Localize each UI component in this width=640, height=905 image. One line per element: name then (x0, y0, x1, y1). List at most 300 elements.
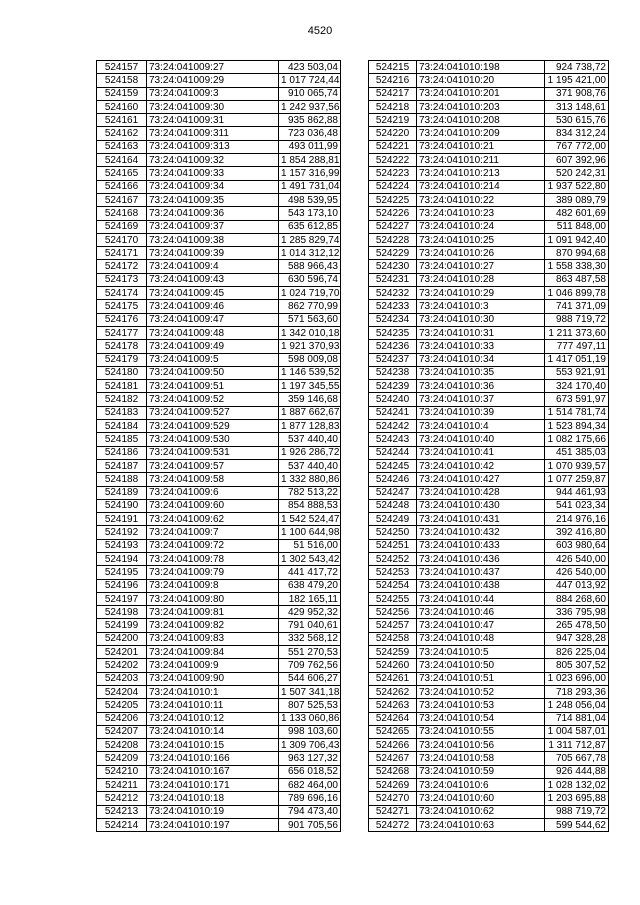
table-row (97, 393, 341, 406)
table-row (97, 646, 341, 659)
row-number: 524232 (369, 287, 417, 300)
cadastral-value: 791 040,61 (279, 619, 341, 632)
table-row (369, 779, 609, 792)
cadastral-number: 73:24:041010:40 (417, 433, 545, 446)
row-number: 524208 (97, 739, 147, 752)
cadastral-number: 73:24:041010:55 (417, 725, 545, 738)
row-number: 524210 (97, 765, 147, 778)
table-row (97, 805, 341, 818)
cadastral-number: 73:24:041010:430 (417, 499, 545, 512)
cadastral-value: 1 937 522,80 (545, 180, 609, 193)
row-number: 524254 (369, 579, 417, 592)
cadastral-number: 73:24:041010:46 (417, 606, 545, 619)
cadastral-number: 73:24:041009:72 (147, 539, 279, 552)
cadastral-number: 73:24:041010:14 (147, 725, 279, 738)
cadastral-value: 447 013,92 (545, 579, 609, 592)
table-row (369, 154, 609, 167)
cadastral-value: 1 024 719,70 (279, 287, 341, 300)
row-number: 524261 (369, 672, 417, 685)
table-row (369, 180, 609, 193)
cadastral-value: 1 195 421,00 (545, 74, 609, 87)
cadastral-number: 73:24:041010:29 (417, 287, 545, 300)
cadastral-number: 73:24:041010:41 (417, 446, 545, 459)
cadastral-value: 1 100 644,98 (279, 526, 341, 539)
table-row (369, 353, 609, 366)
table-row (369, 765, 609, 778)
cadastral-value: 926 444,88 (545, 765, 609, 778)
cadastral-number: 73:24:041010:201 (417, 87, 545, 100)
table-row (369, 74, 609, 87)
row-number: 524235 (369, 326, 417, 339)
table-row (97, 340, 341, 353)
table-row (369, 526, 609, 539)
cadastral-number: 73:24:041010:427 (417, 473, 545, 486)
row-number: 524191 (97, 513, 147, 526)
row-number: 524263 (369, 699, 417, 712)
cadastral-value: 498 539,95 (279, 193, 341, 206)
cadastral-value: 371 908,76 (545, 87, 609, 100)
row-number: 524203 (97, 672, 147, 685)
row-number: 524233 (369, 300, 417, 313)
row-number: 524200 (97, 632, 147, 645)
cadastral-number: 73:24:041009:531 (147, 446, 279, 459)
cadastral-number: 73:24:041010:22 (417, 193, 545, 206)
cadastral-number: 73:24:041009:527 (147, 406, 279, 419)
table-row (97, 725, 341, 738)
cadastral-value: 870 994,68 (545, 247, 609, 260)
row-number: 524246 (369, 473, 417, 486)
row-number: 524223 (369, 167, 417, 180)
cadastral-value: 777 497,11 (545, 340, 609, 353)
row-number: 524159 (97, 87, 147, 100)
row-number: 524228 (369, 233, 417, 246)
table-row (97, 326, 341, 339)
row-number: 524196 (97, 579, 147, 592)
cadastral-value: 635 612,85 (279, 220, 341, 233)
row-number: 524187 (97, 459, 147, 472)
table-row (369, 632, 609, 645)
cadastral-value: 807 525,53 (279, 699, 341, 712)
row-number: 524224 (369, 180, 417, 193)
row-number: 524216 (369, 74, 417, 87)
row-number: 524163 (97, 140, 147, 153)
cadastral-number: 73:24:041010:209 (417, 127, 545, 140)
cadastral-value: 714 881,04 (545, 712, 609, 725)
table-row (369, 805, 609, 818)
row-number: 524212 (97, 792, 147, 805)
table-row (369, 725, 609, 738)
cadastral-value: 963 127,32 (279, 752, 341, 765)
table-row (369, 712, 609, 725)
table-row (97, 380, 341, 393)
row-number: 524237 (369, 353, 417, 366)
cadastral-number: 73:24:041010:58 (417, 752, 545, 765)
cadastral-value: 1 242 937,56 (279, 100, 341, 113)
cadastral-value: 630 596,74 (279, 273, 341, 286)
table-row (369, 486, 609, 499)
cadastral-value: 705 667,78 (545, 752, 609, 765)
row-number: 524220 (369, 127, 417, 140)
row-number: 524267 (369, 752, 417, 765)
cadastral-number: 73:24:041010:59 (417, 765, 545, 778)
cadastral-number: 73:24:041009:81 (147, 606, 279, 619)
cadastral-value: 332 568,12 (279, 632, 341, 645)
cadastral-value: 924 738,72 (545, 61, 609, 74)
cadastral-value: 214 976,16 (545, 513, 609, 526)
row-number: 524172 (97, 260, 147, 273)
row-number: 524238 (369, 366, 417, 379)
table-row (97, 592, 341, 605)
table-row (97, 406, 341, 419)
table-row (97, 539, 341, 552)
cadastral-value: 336 795,98 (545, 606, 609, 619)
table-row (97, 752, 341, 765)
cadastral-number: 73:24:041010:211 (417, 154, 545, 167)
cadastral-number: 73:24:041009:31 (147, 114, 279, 127)
table-row (369, 100, 609, 113)
row-number: 524248 (369, 499, 417, 512)
cadastral-number: 73:24:041010:23 (417, 207, 545, 220)
table-row (369, 273, 609, 286)
cadastral-number: 73:24:041010:213 (417, 167, 545, 180)
row-number: 524175 (97, 300, 147, 313)
row-number: 524242 (369, 420, 417, 433)
cadastral-number: 73:24:041010:54 (417, 712, 545, 725)
cadastral-number: 73:24:041009:48 (147, 326, 279, 339)
table-row (97, 699, 341, 712)
cadastral-value: 426 540,00 (545, 552, 609, 565)
table-row (97, 739, 341, 752)
table-row (369, 193, 609, 206)
cadastral-value: 541 023,34 (545, 499, 609, 512)
table-row (97, 792, 341, 805)
row-number: 524262 (369, 685, 417, 698)
table-row (97, 619, 341, 632)
cadastral-number: 73:24:041010:25 (417, 233, 545, 246)
table-row (97, 818, 341, 831)
row-number: 524209 (97, 752, 147, 765)
cadastral-value: 1 203 695,88 (545, 792, 609, 805)
cadastral-number: 73:24:041009:82 (147, 619, 279, 632)
table-row (97, 486, 341, 499)
row-number: 524185 (97, 433, 147, 446)
table-row (369, 393, 609, 406)
cadastral-number: 73:24:041009:84 (147, 646, 279, 659)
cadastral-value: 493 011,99 (279, 140, 341, 153)
table-row (369, 459, 609, 472)
table-row (369, 752, 609, 765)
cadastral-number: 73:24:041009:5 (147, 353, 279, 366)
table-row (369, 313, 609, 326)
table-row (97, 287, 341, 300)
cadastral-value: 429 952,32 (279, 606, 341, 619)
cadastral-value: 324 170,40 (545, 380, 609, 393)
cadastral-value: 530 615,76 (545, 114, 609, 127)
table-row (97, 473, 341, 486)
row-number: 524202 (97, 659, 147, 672)
cadastral-value: 511 848,00 (545, 220, 609, 233)
table-row (97, 260, 341, 273)
cadastral-value: 805 307,52 (545, 659, 609, 672)
cadastral-value: 537 440,40 (279, 433, 341, 446)
table-row (369, 87, 609, 100)
cadastral-value: 1 342 010,18 (279, 326, 341, 339)
table-row (97, 140, 341, 153)
cadastral-value: 656 018,52 (279, 765, 341, 778)
row-number: 524201 (97, 646, 147, 659)
row-number: 524251 (369, 539, 417, 552)
row-number: 524230 (369, 260, 417, 273)
cadastral-number: 73:24:041010:171 (147, 779, 279, 792)
table-row (369, 659, 609, 672)
cadastral-number: 73:24:041010:26 (417, 247, 545, 260)
cadastral-value: 1 017 724,44 (279, 74, 341, 87)
table-row (97, 300, 341, 313)
cadastral-number: 73:24:041009:37 (147, 220, 279, 233)
row-number: 524174 (97, 287, 147, 300)
row-number: 524158 (97, 74, 147, 87)
table-row (369, 366, 609, 379)
table-row (97, 672, 341, 685)
row-number: 524168 (97, 207, 147, 220)
cadastral-number: 73:24:041010:197 (147, 818, 279, 831)
cadastral-number: 73:24:041010:18 (147, 792, 279, 805)
cadastral-number: 73:24:041010:48 (417, 632, 545, 645)
cadastral-value: 544 606,27 (279, 672, 341, 685)
cadastral-number: 73:24:041009:29 (147, 74, 279, 87)
cadastral-number: 73:24:041009:45 (147, 287, 279, 300)
table-row (369, 446, 609, 459)
cadastral-value: 944 461,93 (545, 486, 609, 499)
cadastral-number: 73:24:041010:62 (417, 805, 545, 818)
cadastral-value: 392 416,80 (545, 526, 609, 539)
table-row (97, 100, 341, 113)
cadastral-value: 451 385,03 (545, 446, 609, 459)
table-row (97, 552, 341, 565)
row-number: 524189 (97, 486, 147, 499)
cadastral-value: 313 148,61 (545, 100, 609, 113)
cadastral-value: 1 082 175,66 (545, 433, 609, 446)
row-number: 524225 (369, 193, 417, 206)
table-row (369, 167, 609, 180)
cadastral-value: 1 542 524,47 (279, 513, 341, 526)
row-number: 524167 (97, 193, 147, 206)
cadastral-number: 73:24:041009:36 (147, 207, 279, 220)
table-row (97, 579, 341, 592)
cadastral-number: 73:24:041009:4 (147, 260, 279, 273)
cadastral-value: 1 523 894,34 (545, 420, 609, 433)
cadastral-value: 854 888,53 (279, 499, 341, 512)
cadastral-value: 543 173,10 (279, 207, 341, 220)
row-number: 524259 (369, 646, 417, 659)
table-row (97, 313, 341, 326)
cadastral-value: 1 028 132,02 (545, 779, 609, 792)
row-number: 524182 (97, 393, 147, 406)
cadastral-value: 789 696,16 (279, 792, 341, 805)
row-number: 524264 (369, 712, 417, 725)
cadastral-number: 73:24:041010:24 (417, 220, 545, 233)
row-number: 524219 (369, 114, 417, 127)
cadastral-value: 520 242,31 (545, 167, 609, 180)
table-row (369, 380, 609, 393)
row-number: 524231 (369, 273, 417, 286)
cadastral-value: 1 926 286,72 (279, 446, 341, 459)
row-number: 524221 (369, 140, 417, 153)
table-row (369, 433, 609, 446)
cadastral-value: 423 503,04 (279, 61, 341, 74)
cadastral-number: 73:24:041010:12 (147, 712, 279, 725)
left-register-table (96, 60, 341, 832)
cadastral-value: 826 225,04 (545, 646, 609, 659)
cadastral-value: 794 473,40 (279, 805, 341, 818)
row-number: 524269 (369, 779, 417, 792)
table-row (369, 579, 609, 592)
cadastral-number: 73:24:041010:19 (147, 805, 279, 818)
cadastral-value: 51 516,00 (279, 539, 341, 552)
row-number: 524192 (97, 526, 147, 539)
cadastral-value: 571 563,60 (279, 313, 341, 326)
table-row (97, 180, 341, 193)
row-number: 524178 (97, 340, 147, 353)
table-row (97, 127, 341, 140)
cadastral-value: 1 514 781,74 (545, 406, 609, 419)
table-row (369, 592, 609, 605)
row-number: 524229 (369, 247, 417, 260)
row-number: 524207 (97, 725, 147, 738)
table-row (97, 446, 341, 459)
cadastral-value: 884 268,60 (545, 592, 609, 605)
table-row (369, 114, 609, 127)
cadastral-value: 862 770,99 (279, 300, 341, 313)
table-row (97, 433, 341, 446)
table-row (369, 552, 609, 565)
cadastral-value: 441 417,72 (279, 566, 341, 579)
cadastral-number: 73:24:041010:53 (417, 699, 545, 712)
row-number: 524226 (369, 207, 417, 220)
cadastral-number: 73:24:041009:46 (147, 300, 279, 313)
cadastral-value: 863 487,58 (545, 273, 609, 286)
row-number: 524195 (97, 566, 147, 579)
table-row (369, 326, 609, 339)
cadastral-number: 73:24:041010:34 (417, 353, 545, 366)
row-number: 524206 (97, 712, 147, 725)
cadastral-value: 182 165,11 (279, 592, 341, 605)
cadastral-value: 723 036,48 (279, 127, 341, 140)
cadastral-number: 73:24:041010:51 (417, 672, 545, 685)
row-number: 524243 (369, 433, 417, 446)
cadastral-value: 265 478,50 (545, 619, 609, 632)
cadastral-value: 1 146 539,52 (279, 366, 341, 379)
row-number: 524190 (97, 499, 147, 512)
table-row (369, 300, 609, 313)
cadastral-value: 1 285 829,74 (279, 233, 341, 246)
row-number: 524215 (369, 61, 417, 74)
cadastral-number: 73:24:041009:58 (147, 473, 279, 486)
row-number: 524255 (369, 592, 417, 605)
cadastral-value: 767 772,00 (545, 140, 609, 153)
table-row (369, 539, 609, 552)
cadastral-number: 73:24:041009:51 (147, 380, 279, 393)
row-number: 524239 (369, 380, 417, 393)
cadastral-value: 389 089,79 (545, 193, 609, 206)
row-number: 524166 (97, 180, 147, 193)
row-number: 524180 (97, 366, 147, 379)
row-number: 524181 (97, 380, 147, 393)
cadastral-value: 1 133 060,86 (279, 712, 341, 725)
cadastral-number: 73:24:041010:44 (417, 592, 545, 605)
cadastral-number: 73:24:041009:90 (147, 672, 279, 685)
cadastral-value: 1 077 259,87 (545, 473, 609, 486)
cadastral-number: 73:24:041009:50 (147, 366, 279, 379)
cadastral-number: 73:24:041009:78 (147, 552, 279, 565)
table-row (369, 739, 609, 752)
cadastral-value: 1 921 370,93 (279, 340, 341, 353)
table-row (369, 619, 609, 632)
cadastral-number: 73:24:041010:39 (417, 406, 545, 419)
cadastral-number: 73:24:041009:33 (147, 167, 279, 180)
row-number: 524179 (97, 353, 147, 366)
cadastral-value: 988 719,72 (545, 805, 609, 818)
row-number: 524253 (369, 566, 417, 579)
cadastral-value: 1 332 880,86 (279, 473, 341, 486)
row-number: 524193 (97, 539, 147, 552)
cadastral-number: 73:24:041010:3 (417, 300, 545, 313)
table-row (369, 247, 609, 260)
table-row (97, 353, 341, 366)
row-number: 524249 (369, 513, 417, 526)
row-number: 524162 (97, 127, 147, 140)
row-number: 524250 (369, 526, 417, 539)
table-row (369, 646, 609, 659)
right-register-table (368, 60, 609, 832)
cadastral-number: 73:24:041010:198 (417, 61, 545, 74)
cadastral-value: 1 091 942,40 (545, 233, 609, 246)
table-row (369, 420, 609, 433)
cadastral-number: 73:24:041010:437 (417, 566, 545, 579)
table-row (97, 247, 341, 260)
table-row (97, 87, 341, 100)
cadastral-value: 947 328,28 (545, 632, 609, 645)
cadastral-value: 598 009,08 (279, 353, 341, 366)
table-row (369, 127, 609, 140)
cadastral-value: 599 544,62 (545, 818, 609, 831)
cadastral-value: 1 507 341,18 (279, 685, 341, 698)
row-number: 524234 (369, 313, 417, 326)
table-row (97, 273, 341, 286)
cadastral-number: 73:24:041010:30 (417, 313, 545, 326)
row-number: 524161 (97, 114, 147, 127)
cadastral-value: 1 302 543,42 (279, 552, 341, 565)
cadastral-number: 73:24:041010:428 (417, 486, 545, 499)
row-number: 524188 (97, 473, 147, 486)
row-number: 524194 (97, 552, 147, 565)
cadastral-number: 73:24:041009:52 (147, 393, 279, 406)
cadastral-value: 682 464,00 (279, 779, 341, 792)
cadastral-number: 73:24:041009:8 (147, 579, 279, 592)
cadastral-number: 73:24:041009:49 (147, 340, 279, 353)
table-row (369, 566, 609, 579)
cadastral-value: 1 248 056,04 (545, 699, 609, 712)
row-number: 524169 (97, 220, 147, 233)
table-row (369, 699, 609, 712)
row-number: 524198 (97, 606, 147, 619)
table-row (369, 685, 609, 698)
cadastral-value: 1 854 288,81 (279, 154, 341, 167)
cadastral-value: 359 146,68 (279, 393, 341, 406)
table-row (369, 207, 609, 220)
table-row (369, 233, 609, 246)
cadastral-number: 73:24:041009:35 (147, 193, 279, 206)
